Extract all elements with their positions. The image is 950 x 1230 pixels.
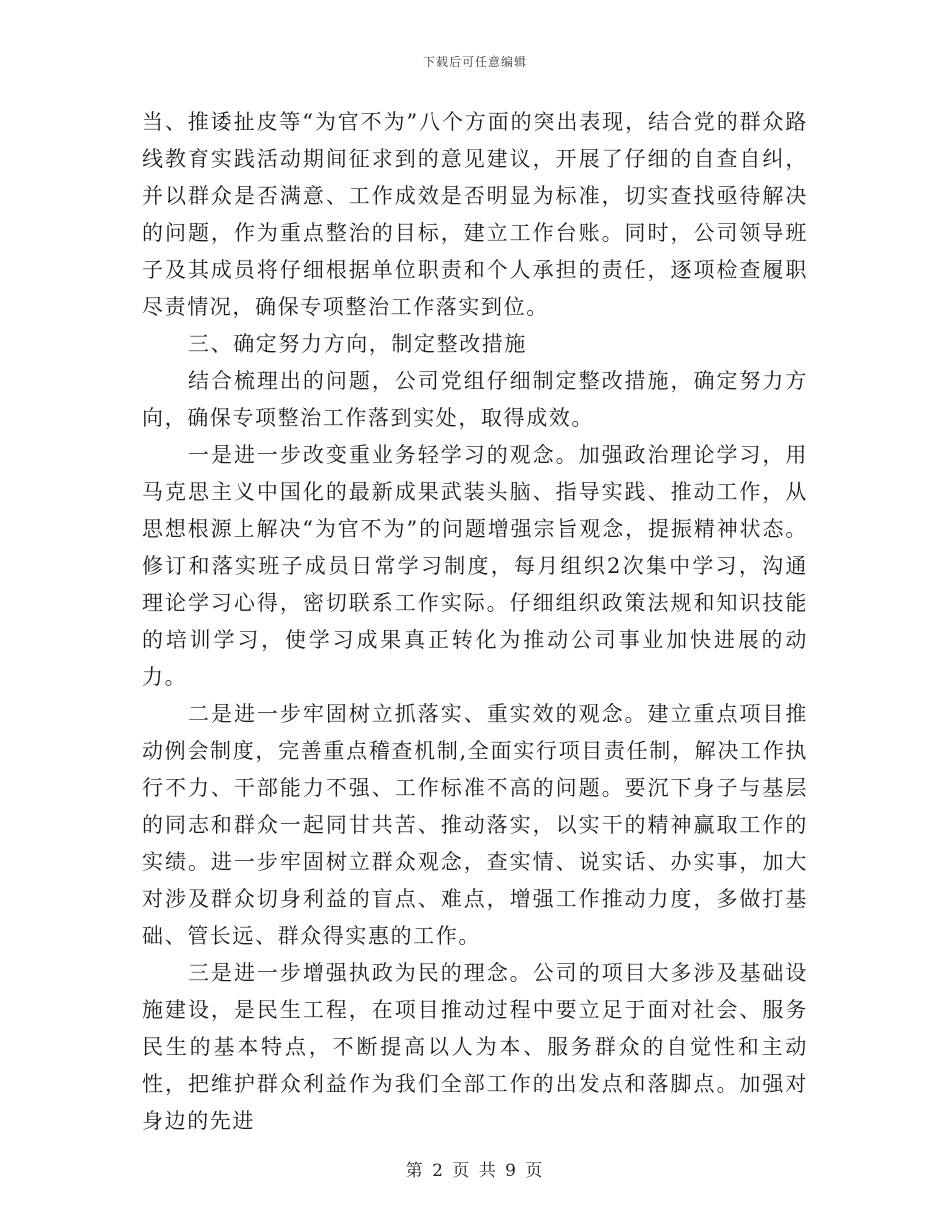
header-note: 下载后可任意编辑 bbox=[422, 55, 527, 69]
section-heading: 三、确定努力方向，制定整改措施 bbox=[188, 332, 527, 356]
paragraph-continuation: 当、推诿扯皮等“为官不为”八个方面的突出表现，结合党的群众路线教育实践活动期间征求到的意见建议，开展了仔细的自查自纠，并以群众是否满意、工作成效是否明显为标准，切实查找亟待解决的问题，作为重点整治的目标，建立工作台账。同时，公司领导班子及其成员将仔细根据单位职责和个人承担的责任，逐项检查履职尽责情况，确保专项整治工作落实到位。 bbox=[142, 110, 808, 319]
paragraph-point-one: 一是进一步改变重业务轻学习的观念。加强政治理论学习，用马克思主义中国化的最新成果武装头脑、指导实践、推动工作，从思想根源上解决“为官不为”的问题增强宗旨观念，提振精神状态。修订和落实班子成员日常学习制度，每月组织2次集中学习，沟通理论学习心得，密切联系工作实际。仔细组织政策法规和知识技能的培训学习，使学习成果真正转化为推动公司事业加快进展的动力。 bbox=[142, 443, 808, 689]
paragraph-point-three: 三是进一步增强执政为民的理念。公司的项目大多涉及基础设施建设，是民生工程，在项目推动过程中要立足于面对社会、服务民生的基本特点，不断提高以人为本、服务群众的自觉性和主动性，把维护群众利益作为我们全部工作的出发点和落脚点。加强对身边的先进 bbox=[142, 961, 808, 1133]
document-body bbox=[142, 104, 808, 1140]
paragraph-point-two: 二是进一步牢固树立抓落实、重实效的观念。建立重点项目推动例会制度，完善重点稽查机制,全面实行项目责任制，解决工作执行不力、干部能力不强、工作标准不高的问题。要沉下身子与基层的同志和群众一起同甘共苦、推动落实，以实干的精神赢取工作的实绩。进一步牢固树立群众观念，查实情、说实话、办实事，加大对涉及群众切身利益的盲点、难点，增强工作推动力度，多做打基础、管长远、群众得实惠的工作。 bbox=[142, 702, 808, 948]
paragraph-intro: 结合梳理出的问题，公司党组仔细制定整改措施，确定努力方向，确保专项整治工作落到实处，取得成效。 bbox=[142, 369, 808, 430]
page-number: 第 2 页 共 9 页 bbox=[405, 1161, 545, 1181]
